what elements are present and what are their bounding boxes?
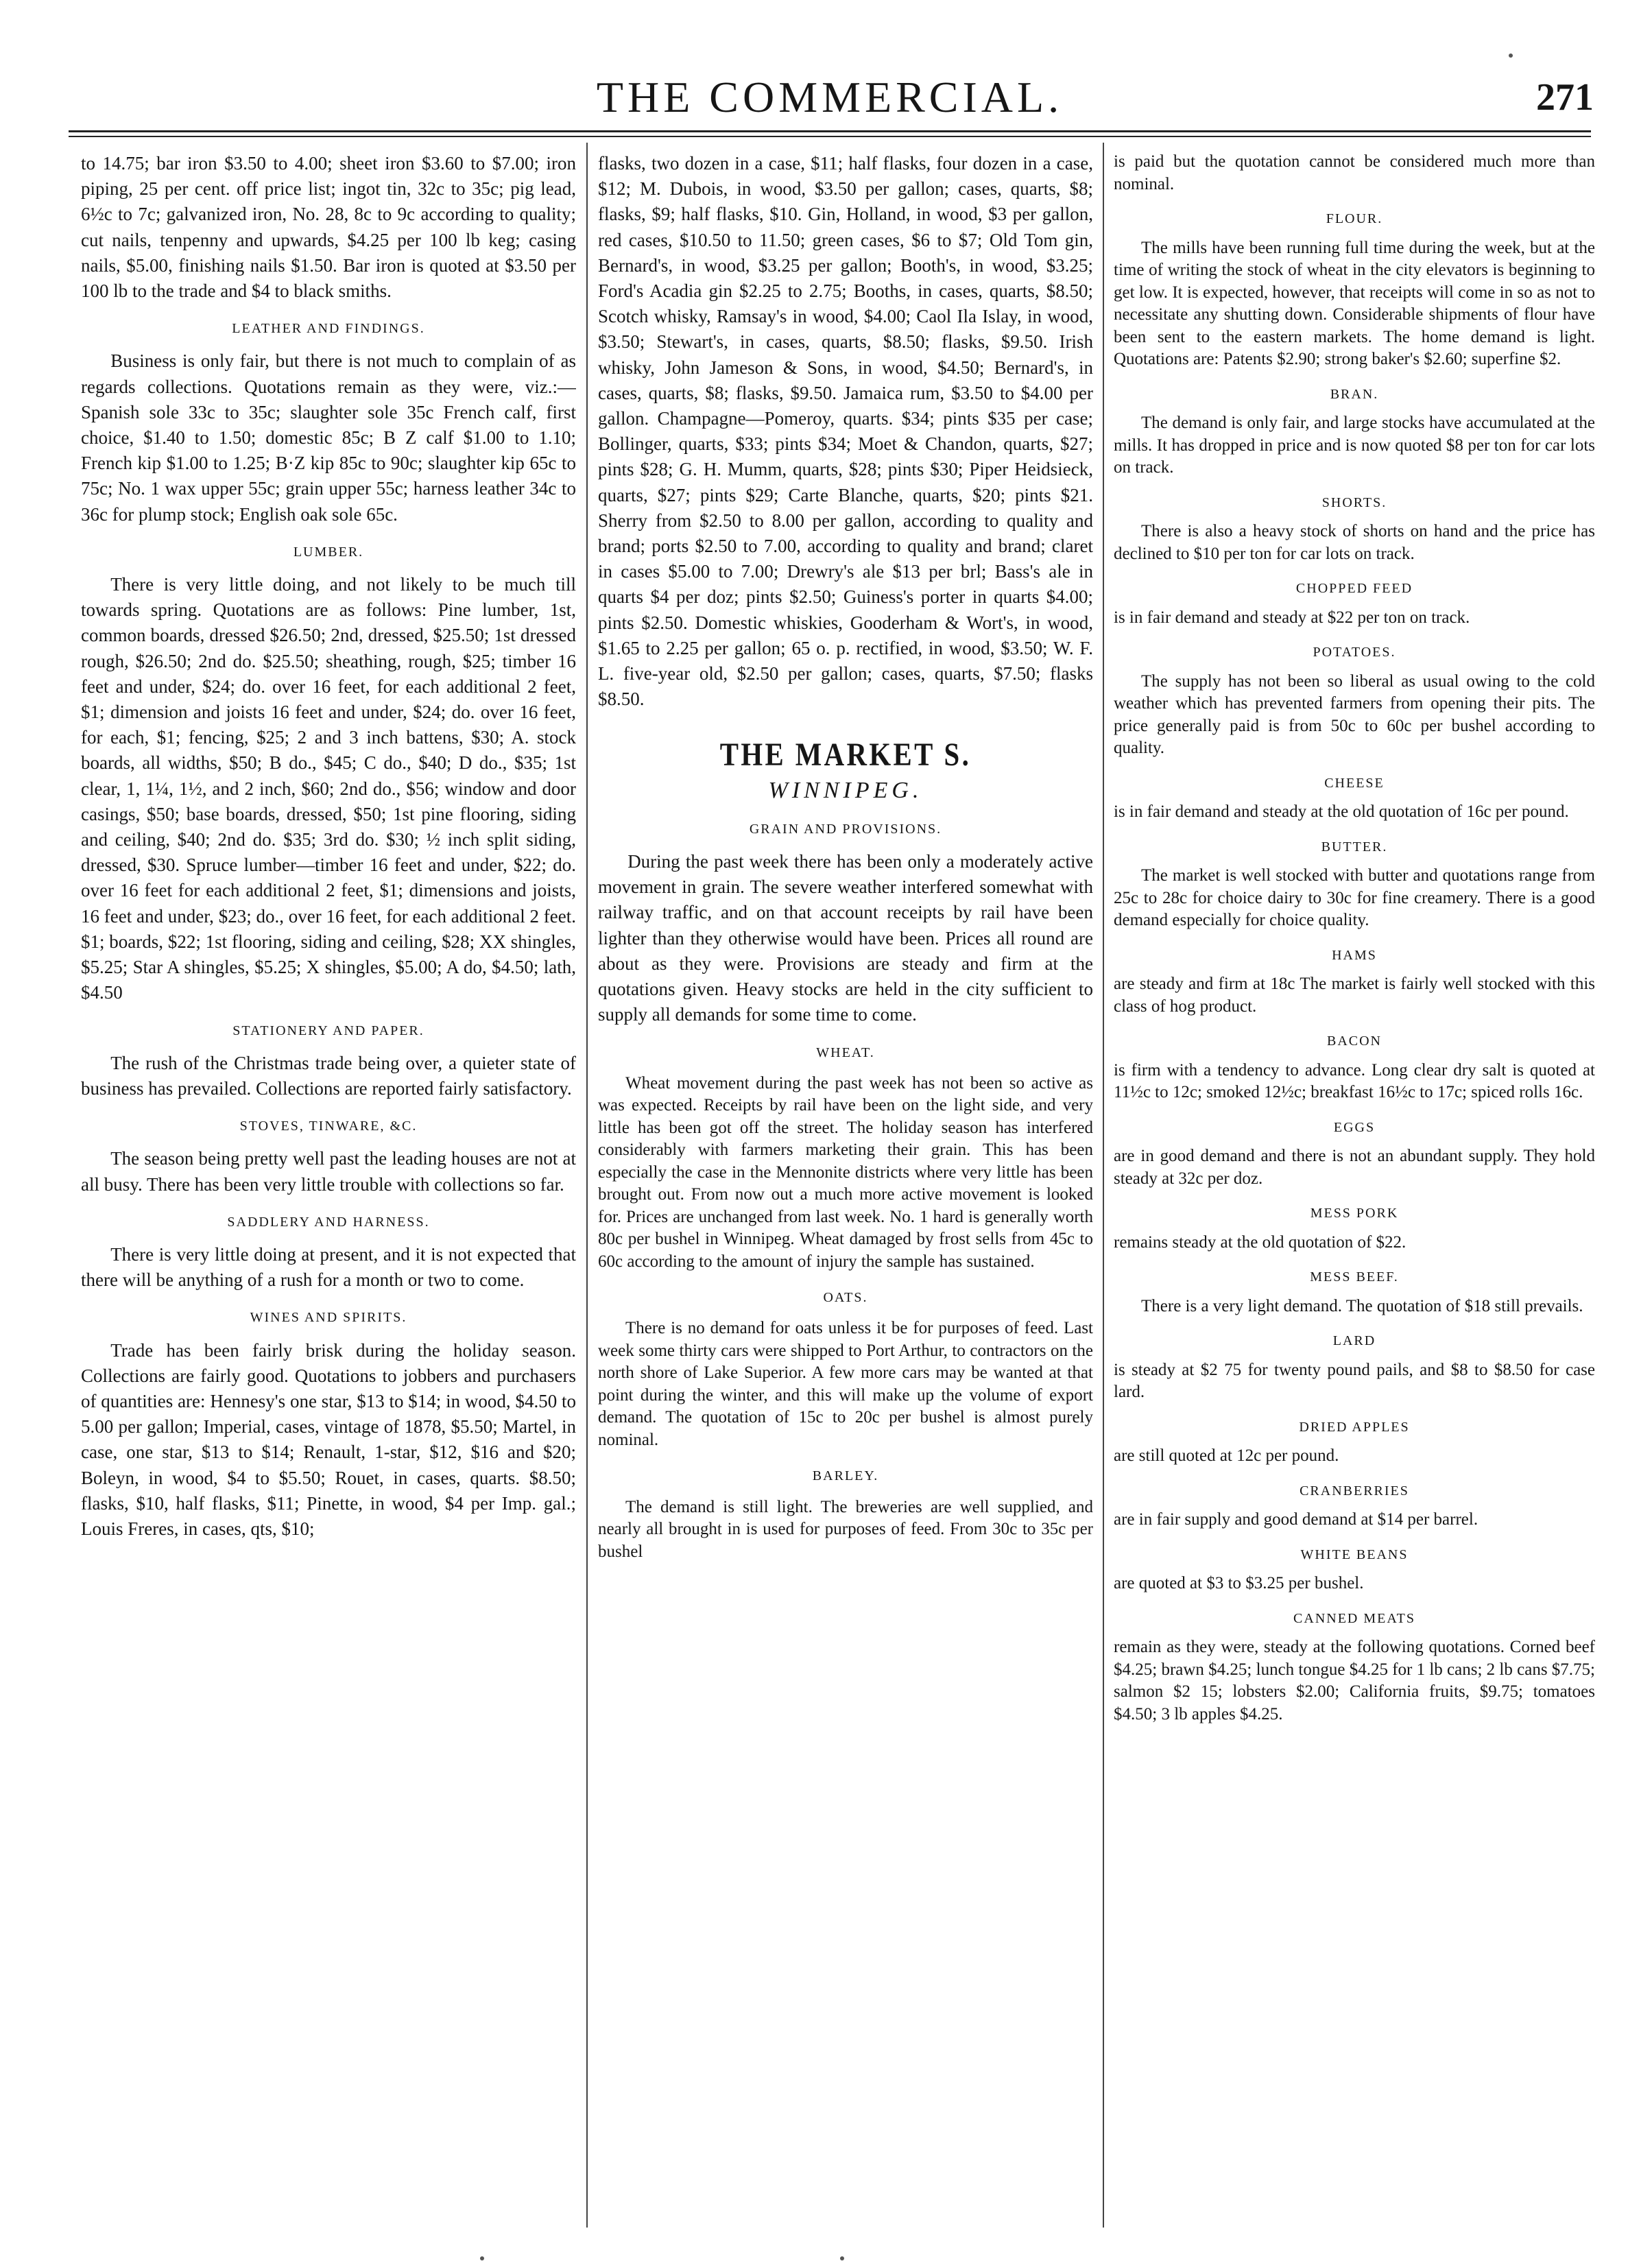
masthead (69, 69, 1594, 126)
section-heading-canned-meats: CANNED MEATS (1293, 1610, 1415, 1626)
header-rule-thin (69, 136, 1591, 137)
column-1 (81, 151, 576, 2222)
section-heading-wheat: WHEAT. (816, 1045, 875, 1060)
section-heading-bran: BRAN. (1330, 386, 1379, 402)
section-text-canned-meats: remain as they were, steady at the following quotations. Corned beef $4.25; brawn $4.25; lunch tongue $4.25 for 1 lb cans; 2 lb cans $7.75; salmon $2 15; lobsters $2.00; California fruits, $9.75; tomatoes $4.50; 3 lb apples $4.25. (1114, 1638, 1595, 1723)
article-continuation: to 14.75; bar iron $3.50 to 4.00; sheet iron $3.60 to $7.00; iron piping, 25 per cent. off price list; ingot tin, 32c to 35c; pig lead, 6½c to 7c; galvanized iron, No. 28, 8c to 9c according to quality; cut nails, tenpenny and upwards, $4.25 per 100 lb keg; casing nails, $5.00, finishing nails $1.50. Bar iron is quoted at $3.50 per 100 lb to the trade and $4 to black smiths. (81, 153, 576, 302)
section-heading-barley: BARLEY. (812, 1468, 879, 1484)
section-heading-bacon: BACON (1326, 1034, 1382, 1049)
section-text-wines: Trade has been fairly brisk during the holiday season. Collections are fairly good. Quotations to jobbers and purchasers of quantities are: Hennesy's one star, $13 to $14; in wood, $4.50 to 5.00 per gallon; Imperial, cases, vintage of 1878, $5.50; Martel, in case, one star, $13 to $14; Renault, 1-star, $12, $16 and $20; Boleyn, in wood, $4 to $5.50; Rouet, in cases, quarts. $8.50; flasks, $10, half flasks, $11; Pinette, in wood, $4 per Imp. gal.; Louis Freres, in cases, qts, $10; (81, 1339, 576, 1539)
print-speck (840, 2256, 844, 2260)
section-heading-wines: WINES AND SPIRITS. (250, 1310, 407, 1326)
markets-title: THE MARKET S. (719, 737, 972, 774)
section-text-lumber: There is very little doing, and not likely to be much till towards spring. Quotations are as follows: Pine lumber, 1st, common boards, dressed $26.50; 2nd, dressed, $25.50; 1st dressed rough, $26.50; 2nd do. $25.50; sheathing, rough, $25; timber 16 feet and under, $24; do. over 16 feet, for each additional 2 feet, $1; dimension and joists 16 feet and under, $24; do. over 16 feet, for each, $1; fencing, $25; 2 and 3 inch battens, $30; A. stock boards, all widths, $50; B do., $45; C do., $40; D do., $35; 1st clear, 1, 1¼, 1½, and 2 inch, $60; 2nd do., $56; window and door casings, $50; base boards, dressed, $50; 1st pine flooring, siding and ceiling, $40; 2nd do. $35; 3rd do. $30; ½ inch split siding, dressed, $30. Spruce lumber—timber 16 feet and under, $22; do. over 16 feet for each additional 2 feet, $1; dimensions and joists, 16 feet and under, $23; do., over 16 feet, for each additional 2 feet. $1; boards, $22; 1st flooring, siding and ceiling, $28; XX shingles, $5.25; Star A shingles, $5.25; X shingles, $5.00; A do, $4.50; lath, $4.50 (81, 574, 576, 1003)
section-text-lard: is steady at $2 75 for twenty pound pails, and $8 to $8.50 for case lard. (1114, 1360, 1595, 1401)
section-text-bran: The demand is only fair, and large stocks have accumulated at the mills. It has dropped in price and is now quoted $8 per ton for car lots on track. (1114, 414, 1595, 477)
section-heading-white-beans: WHITE BEANS (1300, 1547, 1409, 1562)
header-rule (69, 130, 1591, 132)
section-text-mess-pork: remains steady at the old quotation of $22. (1114, 1232, 1406, 1252)
section-heading-lard: LARD (1332, 1333, 1376, 1348)
section-heading-mess-pork: MESS PORK (1310, 1206, 1399, 1221)
column-divider-2 (1103, 143, 1104, 2228)
wines-continuation: flasks, two dozen in a case, $11; half flasks, four dozen in a case, $12; M. Dubois, in wood, $3.50 per gallon; cases, quarts, $8; flasks, $9; half flasks, $10. Gin, Holland, in wood, $3 per gallon, red cases, $10.50 to 11.50; green cases, $6 to $7; Old Tom gin, Bernard's, in wood, $3.25 per gallon; Booth's, in wood, $3.25; Ford's Acadia gin $2.25 to 2.75; Booths, in cases, quarts, $8.50; Scotch whisky, Ramsay's in wood, $4.00; Caol Ila Islay, in wood, $3.50; Stewart's, in cases, quarts, $8.50; flasks, $9.50. Irish whisky, John Jameson & Sons, in wood, $4.50; Bernard's, in cases, quarts, $8; flasks, $9.50. Jamaica rum, $3.50 to $4.00 per gallon. Champagne—Pomeroy, quarts. $34; pints $35 per case; Bollinger, quarts, $33; pints $34; Moet & Chandon, quarts, $27; pints $28; G. H. Mumm, quarts, $28; pints $30; Piper Heidsieck, quarts, $27; pints $29; Carte Blanche, quarts, $20; pints $21. Sherry from $2.50 to 8.00 per gallon, according to quality and brand; ports $2.50 to 7.00, according to quality and brand; claret in cases $5.00 to 7.00; Drewry's ale $13 per brl; Bass's ale in quarts $4 per doz; pints $2.50; Guiness's porter in quarts $4.00; pints $2.50. Domestic whiskies, Gooderham & Wort's, in wood, $1.65 to 2.25 per gallon; 65 o. p. rectified, in wood, $3.50; W. F. L. five-year old, $2.50 per gallon; cases, quarts, $7.50; flasks $8.50. (598, 153, 1093, 710)
section-text-white-beans: are quoted at $3 to $3.25 per bushel. (1114, 1574, 1364, 1592)
column-2 (598, 151, 1093, 2222)
section-heading-stationery: STATIONERY AND PAPER. (232, 1023, 424, 1038)
section-text-dried-apples: are still quoted at 12c per pound. (1114, 1446, 1339, 1465)
section-heading-leather: LEATHER AND FINDINGS. (232, 321, 425, 337)
section-heading-lumber: LUMBER. (293, 544, 364, 560)
section-heading-chopped-feed: CHOPPED FEED (1295, 581, 1413, 596)
section-text-grain: During the past week there has been only a moderately active movement in grain. The severe weather interfered somewhat with railway traffic, and on that account receipts by rail have been lighter than they otherwise would have been. Prices all round are about as they were. Provisions are steady and firm at the quotations given. Heavy stocks are held in the city sufficient to supply all demands for some time to come. (598, 851, 1093, 1025)
page-number: 271 (1536, 76, 1594, 119)
section-heading-cranberries: CRANBERRIES (1300, 1483, 1409, 1499)
column-3 (1114, 151, 1595, 2222)
section-text-mess-beef: There is a very light demand. The quotation of $18 still prevails. (1141, 1296, 1583, 1315)
section-heading-shorts: SHORTS. (1321, 494, 1387, 510)
section-heading-butter: BUTTER. (1321, 839, 1388, 855)
section-heading-flour: FLOUR. (1326, 211, 1383, 226)
barley-continuation: is paid but the quotation cannot be considered much more than nominal. (1114, 152, 1595, 193)
section-text-leather: Business is only fair, but there is not much to complain of as regards collections. Quotations remain as they were, viz.:—Spanish sole 33c to 35c; slaughter sole 35c French calf, first choice, $1.40 to 1.50; domestic 85c; B Z calf $1.00 to 1.10; French kip $1.00 to 1.25; B·Z kip 85c to 90c; slaughter kip 65c to 75c; No. 1 wax upper 55c; grain upper 55c; harness leather 34c to 36c for plump stock; English oak sole 65c. (81, 350, 576, 525)
section-heading-dried-apples: DRIED APPLES (1299, 1419, 1410, 1435)
section-heading-saddlery: SADDLERY AND HARNESS. (227, 1214, 430, 1230)
section-heading-cheese: CHEESE (1324, 775, 1385, 791)
section-heading-eggs: EGGS (1333, 1119, 1376, 1135)
section-text-potatoes: The supply has not been so liberal as usual owing to the cold weather which has prevented farmers from opening their pits. The price generally paid is from 50c to 60c per bushel according to quality. (1114, 671, 1595, 757)
section-text-flour: The mills have been running full time during the week, but at the time of writing the stock of wheat in the city elevators is beginning to get low. It is expected, however, that receipts will come in so as not to necessitate any shutting down. Considerable shipments of flour have been sent to the eastern markets. The home demand is light. Quotations are: Patents $2.90; strong baker's $2.60; superfine $2. (1114, 238, 1595, 368)
section-text-butter: The market is well stocked with butter and quotations range from 25c to 28c for choice dairy to 30c for fine creamery. There is a good demand especially for choice quality. (1114, 866, 1595, 929)
section-text-saddlery: There is very little doing at present, and it is not expected that there will be anything of a rush for a month or two to come. (81, 1243, 576, 1291)
publication-title: THE COMMERCIAL. (596, 73, 1064, 121)
section-heading-mess-beef: MESS BEEF. (1310, 1269, 1399, 1285)
section-text-hams: are steady and firm at 18c The market is fairly well stocked with this class of hog product. (1114, 975, 1595, 1016)
section-heading-oats: OATS. (823, 1290, 868, 1306)
section-text-bacon: is firm with a tendency to advance. Long clear dry salt is quoted at 11½c to 12c; smoked 12½c; breakfast 16½c to 17c; spiced rolls 16c. (1114, 1060, 1595, 1101)
section-text-wheat: Wheat movement during the past week has not been so active as was expected. Receipts by rail have been on the light side, and very little has been got off the street. The holiday season has interfered considerably with farmers marketing their grain. This has been especially the case in the Mennonite districts where very little has been brought out. From now out a much more active movement is looked for. Prices are unchanged from last week. No. 1 hard is generally worth 80c per bushel in Winnipeg. Wheat damaged by frost sells from 45c to 60c according to the amount of injury the sample has sustained. (598, 1073, 1093, 1271)
markets-location: WINNIPEG. (768, 777, 923, 803)
section-heading-stoves: STOVES, TINWARE, &C. (239, 1119, 418, 1134)
section-text-stoves: The season being pretty well past the leading houses are not at all busy. There has been very little trouble with collections so far. (81, 1148, 576, 1195)
section-text-stationery: The rush of the Christmas trade being over, a quieter state of business has prevailed. Collections are reported fairly satisfactory. (81, 1052, 576, 1099)
print-speck (1509, 53, 1513, 58)
section-text-eggs: are in good demand and there is not an abundant supply. They hold steady at 32c per doz. (1114, 1147, 1595, 1188)
column-divider-1 (586, 143, 588, 2228)
section-heading-hams: HAMS (1332, 947, 1377, 963)
section-text-oats: There is no demand for oats unless it be for purposes of feed. Last week some thirty cars were shipped to Port Arthur, to contractors on the north shore of Lake Superior. A few more cars may be wanted at that point during the winter, and this will make up the volume of export demand. The quotation of 15c to 20c per bushel is almost purely nominal. (598, 1319, 1093, 1449)
section-text-cranberries: are in fair supply and good demand at $14 per barrel. (1114, 1510, 1479, 1529)
section-text-barley: The demand is still light. The breweries are well supplied, and nearly all brought in is used for purposes of feed. From 30c to 35c per bushel (598, 1497, 1093, 1561)
section-heading-potatoes: POTATOES. (1313, 645, 1396, 660)
print-speck (480, 2256, 484, 2260)
section-text-chopped-feed: is in fair demand and steady at $22 per ton on track. (1114, 608, 1470, 627)
section-text-shorts: There is also a heavy stock of shorts on hand and the price has declined to $10 per ton for car lots on track. (1114, 522, 1595, 563)
section-text-cheese: is in fair demand and steady at the old quotation of 16c per pound. (1114, 802, 1569, 821)
section-heading-grain: GRAIN AND PROVISIONS. (749, 821, 942, 837)
